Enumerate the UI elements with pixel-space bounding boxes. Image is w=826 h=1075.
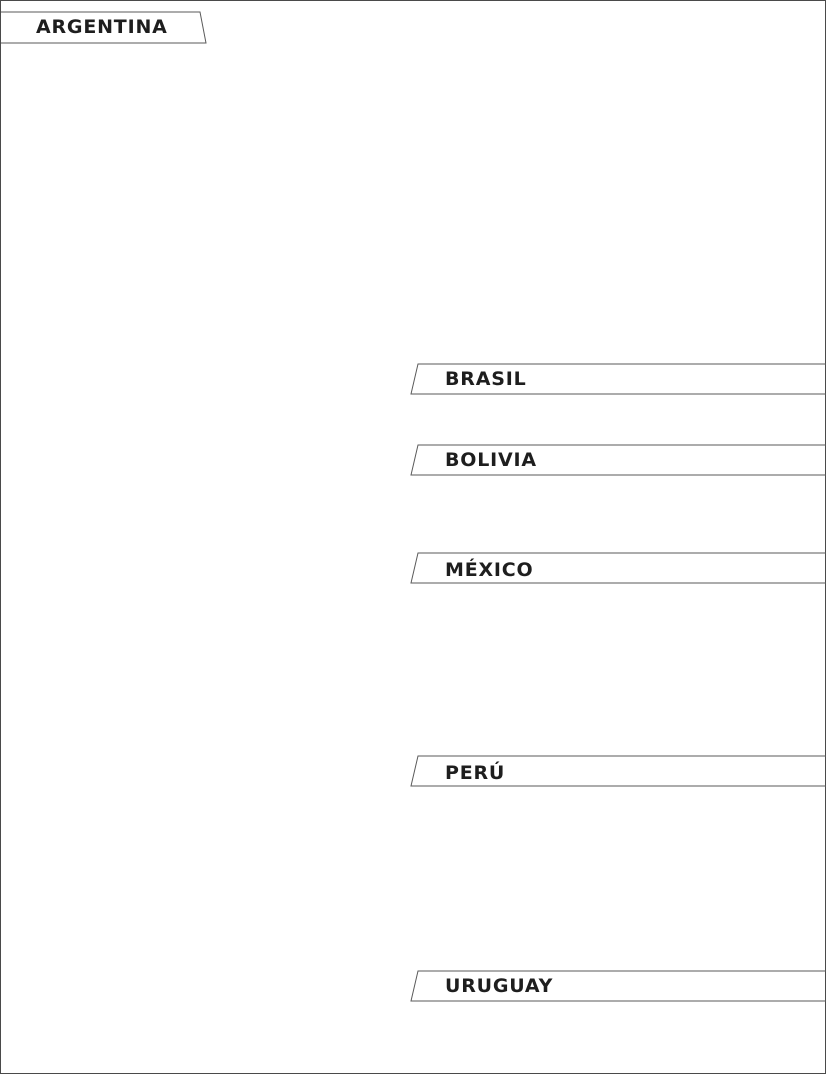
section-title-uruguay: URUGUAY bbox=[445, 975, 554, 997]
section-title-bolivia: BOLIVIA bbox=[445, 449, 537, 471]
section-title-argentina: ARGENTINA bbox=[36, 16, 168, 38]
section-title-brasil: BRASIL bbox=[445, 368, 527, 390]
section-header-frames bbox=[1, 1, 826, 1075]
section-title-mexico: MÉXICO bbox=[445, 559, 534, 581]
section-title-peru: PERÚ bbox=[445, 762, 506, 784]
